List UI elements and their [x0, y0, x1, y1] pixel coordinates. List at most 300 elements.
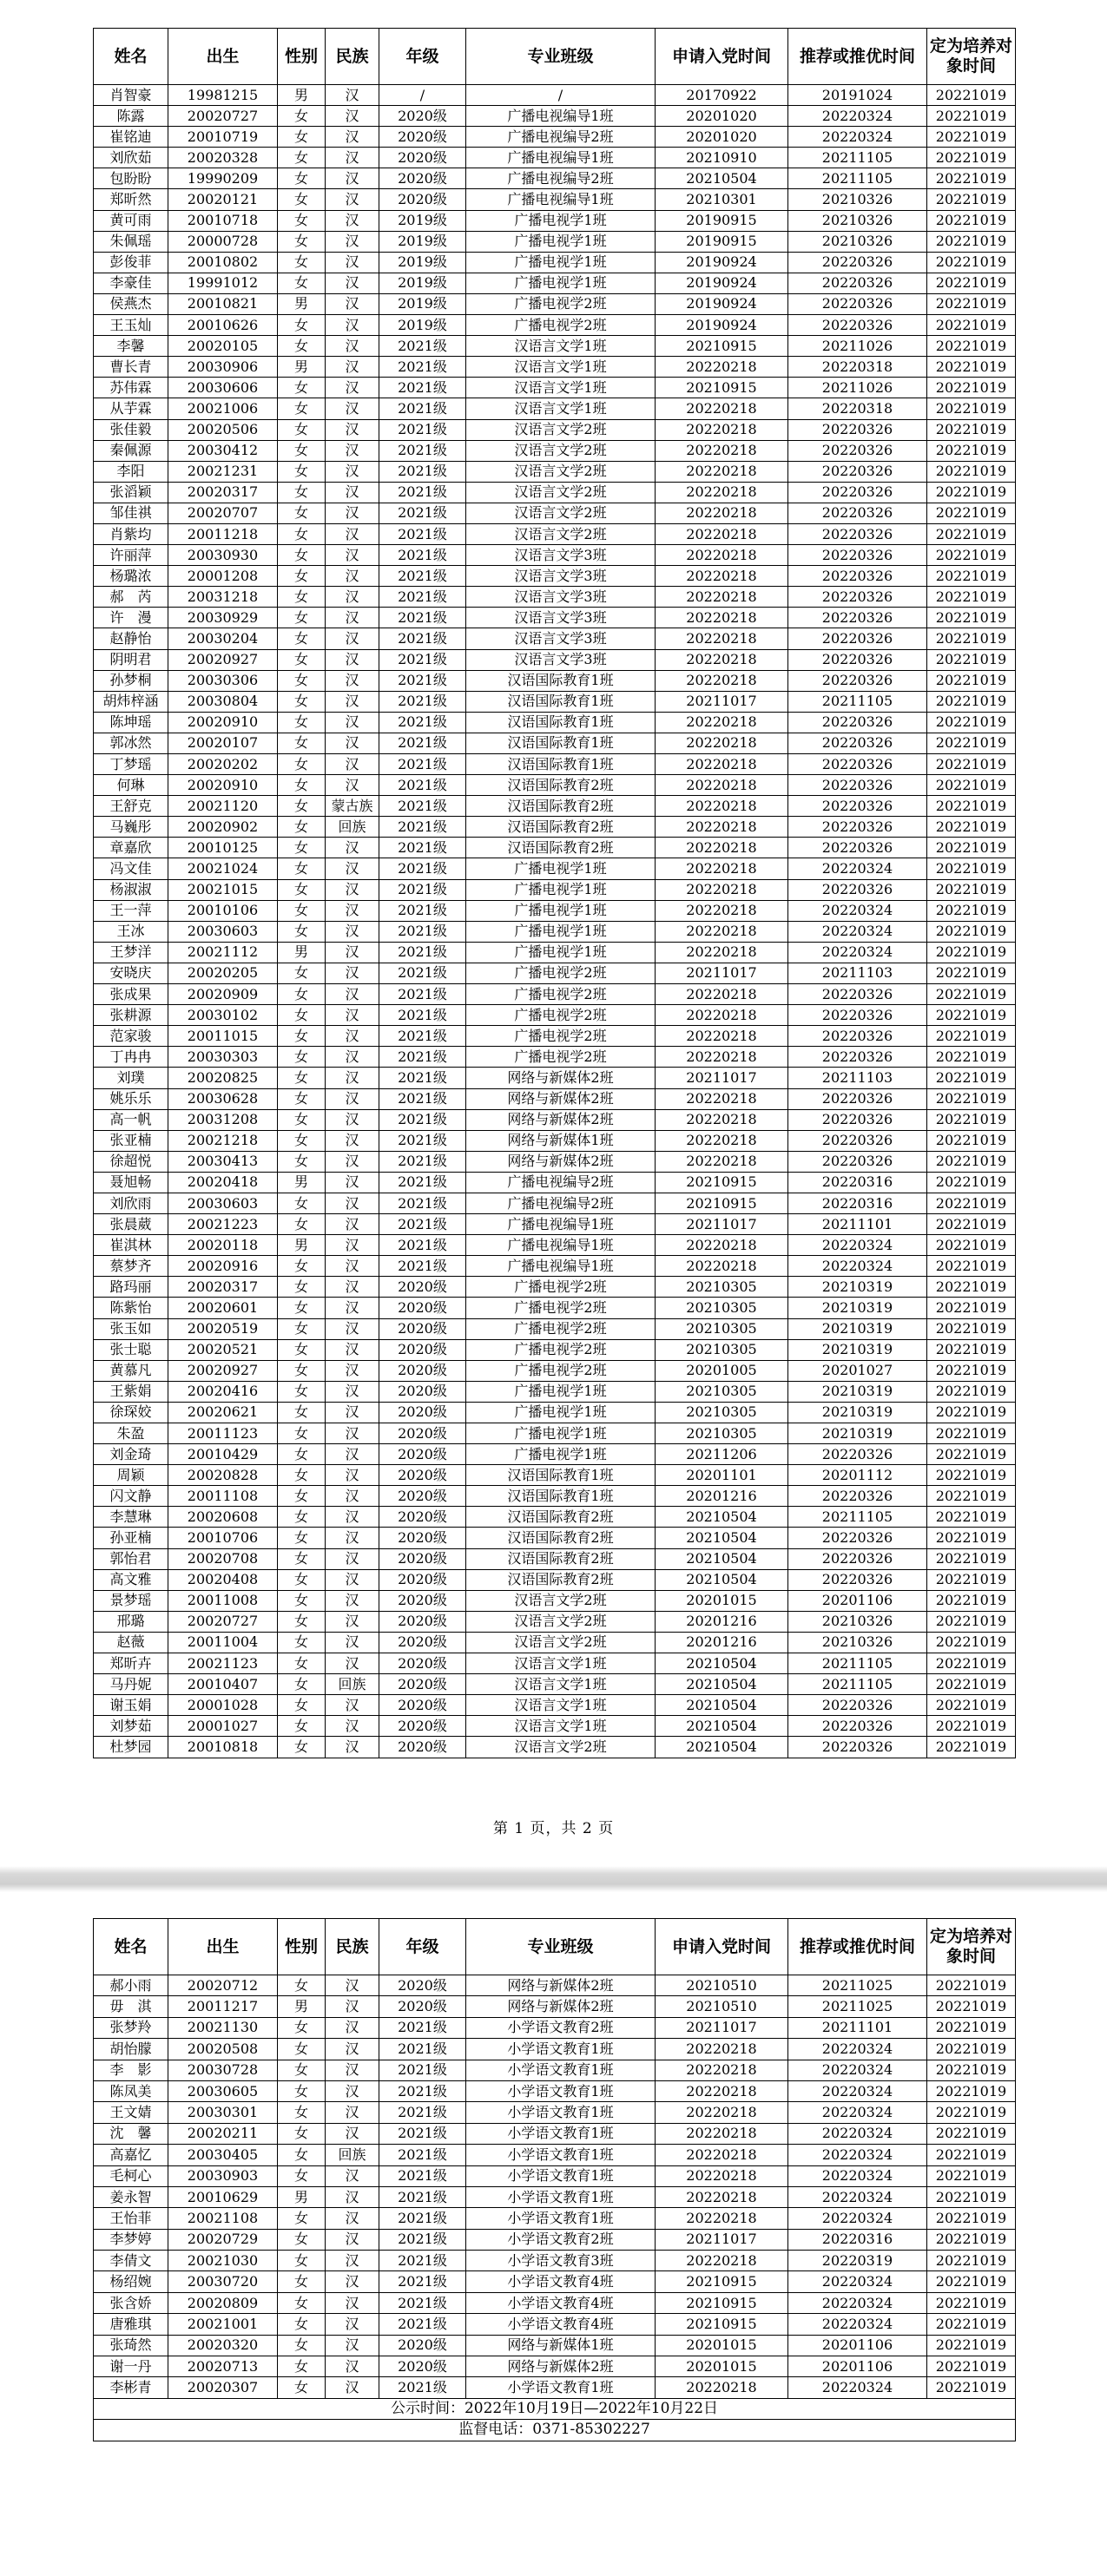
cell-application-date: 20220218	[656, 440, 788, 461]
cell-trainee-date: 20221019	[927, 168, 1016, 189]
cell-application-date: 20210915	[656, 378, 788, 398]
roster-table-page-1	[93, 28, 1016, 1758]
table-row	[94, 2039, 1016, 2060]
cell-grade: 2020级	[379, 1277, 466, 1298]
table-row	[94, 1716, 1016, 1737]
cell-trainee-date: 20221019	[927, 378, 1016, 398]
cell-name: 张亚楠	[94, 1130, 168, 1151]
cell-birth: 20020506	[168, 419, 278, 440]
cell-recommend-date: 20220326	[788, 315, 927, 336]
table-row	[94, 357, 1016, 378]
cell-recommend-date: 20220326	[788, 984, 927, 1005]
cell-birth: 20020107	[168, 733, 278, 753]
table-row	[94, 1277, 1016, 1298]
cell-gender: 女	[278, 628, 326, 649]
cell-application-date: 20210504	[656, 1653, 788, 1674]
table-row	[94, 1151, 1016, 1172]
cell-ethnicity: 汉	[326, 691, 379, 712]
cell-application-date: 20201216	[656, 1632, 788, 1653]
cell-birth: 20020205	[168, 963, 278, 983]
cell-grade: 2021级	[379, 879, 466, 900]
cell-class: 小学语文教育1班	[466, 2060, 656, 2080]
cell-birth: 20020909	[168, 984, 278, 1005]
cell-recommend-date: 20220326	[788, 273, 927, 293]
cell-trainee-date: 20221019	[927, 670, 1016, 691]
cell-application-date: 20220218	[656, 2251, 788, 2271]
cell-recommend-date: 20220316	[788, 1193, 927, 1213]
cell-grade: 2021级	[379, 378, 466, 398]
cell-grade: 2020级	[379, 1528, 466, 1548]
cell-application-date: 20210915	[656, 1172, 788, 1193]
cell-name: 张成果	[94, 984, 168, 1005]
cell-application-date: 20210915	[656, 336, 788, 357]
cell-recommend-date: 20211103	[788, 963, 927, 983]
cell-name: 秦佩源	[94, 440, 168, 461]
cell-recommend-date: 20201106	[788, 2335, 927, 2356]
cell-class: 网络与新媒体2班	[466, 2356, 656, 2377]
table-row	[94, 2017, 1016, 2038]
cell-recommend-date: 20220326	[788, 482, 927, 503]
cell-trainee-date: 20221019	[927, 2080, 1016, 2101]
table-row	[94, 608, 1016, 628]
cell-application-date: 20201005	[656, 1360, 788, 1381]
page-separator	[0, 1866, 1107, 1892]
cell-recommend-date: 20220324	[788, 2271, 927, 2292]
cell-grade: 2021级	[379, 2314, 466, 2335]
table-row	[94, 796, 1016, 817]
cell-trainee-date: 20221019	[927, 1068, 1016, 1088]
cell-birth: 20020825	[168, 1068, 278, 1088]
cell-ethnicity: 汉	[326, 2102, 379, 2123]
table-row	[94, 1381, 1016, 1402]
cell-trainee-date: 20221019	[927, 503, 1016, 523]
table-row	[94, 503, 1016, 523]
cell-grade: 2021级	[379, 2186, 466, 2207]
cell-ethnicity: 汉	[326, 106, 379, 127]
cell-gender: 女	[278, 461, 326, 482]
cell-grade: /	[379, 85, 466, 106]
cell-birth: 20030413	[168, 1151, 278, 1172]
cell-gender: 女	[278, 2017, 326, 2038]
table-row	[94, 1402, 1016, 1423]
cell-application-date: 20220218	[656, 838, 788, 858]
cell-trainee-date: 20221019	[927, 1256, 1016, 1277]
cell-ethnicity: 回族	[326, 1674, 379, 1695]
cell-gender: 女	[278, 1214, 326, 1235]
cell-class: 广播电视学2班	[466, 1360, 656, 1381]
cell-trainee-date: 20221019	[927, 775, 1016, 796]
cell-trainee-date: 20221019	[927, 984, 1016, 1005]
cell-name: 谢一丹	[94, 2356, 168, 2377]
cell-trainee-date: 20221019	[927, 1360, 1016, 1381]
cell-grade: 2020级	[379, 1486, 466, 1507]
table-row	[94, 419, 1016, 440]
cell-birth: 20011015	[168, 1026, 278, 1047]
cell-recommend-date: 20220326	[788, 817, 927, 838]
table-row	[94, 649, 1016, 670]
cell-class: 小学语文教育3班	[466, 2251, 656, 2271]
cell-application-date: 20220218	[656, 566, 788, 587]
cell-gender: 男	[278, 1996, 326, 2017]
table-row	[94, 1005, 1016, 1026]
cell-birth: 20031208	[168, 1109, 278, 1130]
cell-recommend-date: 20220324	[788, 2039, 927, 2060]
cell-gender: 女	[278, 2314, 326, 2335]
cell-ethnicity: 汉	[326, 1716, 379, 1737]
cell-gender: 男	[278, 357, 326, 378]
cell-trainee-date: 20221019	[927, 879, 1016, 900]
cell-ethnicity: 汉	[326, 1318, 379, 1339]
cell-ethnicity: 汉	[326, 1402, 379, 1423]
cell-ethnicity: 汉	[326, 1109, 379, 1130]
cell-recommend-date: 20220324	[788, 2208, 927, 2229]
cell-gender: 女	[278, 148, 326, 168]
cell-name: 李倩文	[94, 2251, 168, 2271]
cell-name: 李阳	[94, 461, 168, 482]
cell-birth: 20010125	[168, 838, 278, 858]
cell-ethnicity: 汉	[326, 336, 379, 357]
cell-trainee-date: 20221019	[927, 1130, 1016, 1151]
cell-name: 张玉如	[94, 1318, 168, 1339]
cell-name: 杨璐浓	[94, 566, 168, 587]
cell-name: 李 影	[94, 2060, 168, 2080]
cell-name: 景梦瑶	[94, 1590, 168, 1611]
cell-grade: 2020级	[379, 1381, 466, 1402]
cell-class: 汉语国际教育2班	[466, 1528, 656, 1548]
cell-gender: 女	[278, 1047, 326, 1068]
cell-recommend-date: 20220324	[788, 2165, 927, 2186]
cell-name: 张佳毅	[94, 419, 168, 440]
cell-grade: 2021级	[379, 1130, 466, 1151]
cell-ethnicity: 汉	[326, 1298, 379, 1318]
cell-ethnicity: 汉	[326, 1611, 379, 1632]
cell-gender: 女	[278, 608, 326, 628]
cell-ethnicity: 汉	[326, 210, 379, 231]
cell-application-date: 20210504	[656, 1528, 788, 1548]
cell-class: 广播电视学1班	[466, 1402, 656, 1423]
cell-name: 孙亚楠	[94, 1528, 168, 1548]
cell-birth: 20020320	[168, 2335, 278, 2356]
cell-gender: 女	[278, 2377, 326, 2398]
cell-class: 广播电视编导1班	[466, 1214, 656, 1235]
cell-trainee-date: 20221019	[927, 1996, 1016, 2017]
cell-trainee-date: 20221019	[927, 2292, 1016, 2313]
cell-birth: 20021218	[168, 1130, 278, 1151]
cell-trainee-date: 20221019	[927, 1486, 1016, 1507]
cell-recommend-date: 20220326	[788, 1716, 927, 1737]
cell-ethnicity: 回族	[326, 2145, 379, 2165]
cell-birth: 20020519	[168, 1318, 278, 1339]
cell-name: 沈 馨	[94, 2123, 168, 2144]
cell-grade: 2020级	[379, 1360, 466, 1381]
table-row	[94, 628, 1016, 649]
cell-ethnicity: 汉	[326, 127, 379, 148]
cell-ethnicity: 汉	[326, 900, 379, 921]
cell-ethnicity: 汉	[326, 2292, 379, 2313]
cell-class: 广播电视学2班	[466, 1026, 656, 1047]
cell-recommend-date: 20220326	[788, 754, 927, 775]
cell-trainee-date: 20221019	[927, 838, 1016, 858]
cell-recommend-date: 20220326	[788, 587, 927, 608]
cell-application-date: 20220218	[656, 1256, 788, 1277]
cell-recommend-date: 20220326	[788, 649, 927, 670]
cell-name: 高文雅	[94, 1569, 168, 1590]
cell-recommend-date: 20220326	[788, 523, 927, 544]
cell-ethnicity: 汉	[326, 1172, 379, 1193]
header-gender: 性别	[278, 29, 326, 85]
cell-application-date: 20220218	[656, 1235, 788, 1256]
header-ethnicity: 民族	[326, 1919, 379, 1975]
cell-recommend-date: 20220316	[788, 2229, 927, 2250]
cell-class: 汉语言文学1班	[466, 1716, 656, 1737]
cell-grade: 2019级	[379, 252, 466, 273]
cell-trainee-date: 20221019	[927, 1298, 1016, 1318]
cell-gender: 女	[278, 1590, 326, 1611]
cell-application-date: 20210504	[656, 1716, 788, 1737]
cell-gender: 女	[278, 858, 326, 879]
cell-name: 王文婧	[94, 2102, 168, 2123]
cell-gender: 女	[278, 1360, 326, 1381]
table-row	[94, 670, 1016, 691]
cell-birth: 20030930	[168, 545, 278, 566]
cell-recommend-date: 20211105	[788, 148, 927, 168]
cell-gender: 女	[278, 754, 326, 775]
cell-application-date: 20220218	[656, 2186, 788, 2207]
cell-grade: 2021级	[379, 649, 466, 670]
notice-time-row	[94, 2398, 1016, 2419]
cell-trainee-date: 20221019	[927, 1214, 1016, 1235]
cell-gender: 男	[278, 1235, 326, 1256]
cell-trainee-date: 20221019	[927, 2145, 1016, 2165]
cell-recommend-date: 20220326	[788, 1109, 927, 1130]
cell-name: 胡怡朦	[94, 2039, 168, 2060]
cell-gender: 女	[278, 127, 326, 148]
cell-application-date: 20220218	[656, 2123, 788, 2144]
cell-application-date: 20220218	[656, 2165, 788, 2186]
cell-class: 小学语文教育1班	[466, 2123, 656, 2144]
cell-grade: 2021级	[379, 1047, 466, 1068]
cell-birth: 20020621	[168, 1402, 278, 1423]
table-row	[94, 398, 1016, 419]
header-birth: 出生	[168, 29, 278, 85]
cell-grade: 2020级	[379, 1716, 466, 1737]
cell-ethnicity: 汉	[326, 1256, 379, 1277]
cell-application-date: 20210305	[656, 1423, 788, 1444]
cell-application-date: 20220218	[656, 503, 788, 523]
cell-birth: 20020105	[168, 336, 278, 357]
table-row	[94, 1590, 1016, 1611]
cell-application-date: 20210504	[656, 168, 788, 189]
cell-name: 孙梦桐	[94, 670, 168, 691]
cell-grade: 2020级	[379, 1298, 466, 1318]
cell-grade: 2021级	[379, 942, 466, 963]
cell-grade: 2020级	[379, 148, 466, 168]
cell-recommend-date: 20220326	[788, 1151, 927, 1172]
cell-birth: 20010802	[168, 252, 278, 273]
table-row	[94, 336, 1016, 357]
cell-name: 阴明君	[94, 649, 168, 670]
cell-name: 崔铭迪	[94, 127, 168, 148]
cell-grade: 2020级	[379, 2335, 466, 2356]
cell-application-date: 20220218	[656, 2145, 788, 2165]
cell-application-date: 20201101	[656, 1465, 788, 1486]
cell-application-date: 20201015	[656, 2335, 788, 2356]
table-row	[94, 691, 1016, 712]
supervision-phone: 监督电话：0371-85302227	[94, 2420, 1016, 2441]
cell-gender: 女	[278, 378, 326, 398]
cell-gender: 女	[278, 1026, 326, 1047]
cell-recommend-date: 20220326	[788, 1088, 927, 1109]
cell-class: 汉语言文学2班	[466, 503, 656, 523]
cell-name: 邹佳祺	[94, 503, 168, 523]
cell-ethnicity: 汉	[326, 942, 379, 963]
cell-birth: 20020916	[168, 1256, 278, 1277]
cell-class: 汉语国际教育2班	[466, 1548, 656, 1569]
cell-recommend-date: 20220326	[788, 1486, 927, 1507]
cell-gender: 女	[278, 1151, 326, 1172]
cell-recommend-date: 20210326	[788, 1611, 927, 1632]
cell-ethnicity: 汉	[326, 2208, 379, 2229]
cell-grade: 2021级	[379, 503, 466, 523]
cell-ethnicity: 汉	[326, 1444, 379, 1465]
cell-trainee-date: 20221019	[927, 1318, 1016, 1339]
cell-grade: 2021级	[379, 2145, 466, 2165]
cell-ethnicity: 汉	[326, 378, 379, 398]
cell-grade: 2020级	[379, 1632, 466, 1653]
cell-gender: 女	[278, 1193, 326, 1213]
cell-trainee-date: 20221019	[927, 963, 1016, 983]
cell-class: 小学语文教育1班	[466, 2165, 656, 2186]
cell-ethnicity: 汉	[326, 1737, 379, 1758]
cell-ethnicity: 汉	[326, 461, 379, 482]
cell-birth: 20010429	[168, 1444, 278, 1465]
table-row	[94, 2145, 1016, 2165]
cell-name: 郝小雨	[94, 1975, 168, 1996]
table-row	[94, 838, 1016, 858]
cell-gender: 女	[278, 1423, 326, 1444]
cell-grade: 2019级	[379, 210, 466, 231]
cell-trainee-date: 20221019	[927, 1047, 1016, 1068]
cell-grade: 2021级	[379, 2271, 466, 2292]
cell-application-date: 20220218	[656, 921, 788, 942]
cell-trainee-date: 20221019	[927, 440, 1016, 461]
cell-birth: 19990209	[168, 168, 278, 189]
cell-application-date: 20220218	[656, 754, 788, 775]
cell-birth: 20020729	[168, 2229, 278, 2250]
cell-name: 李梦婷	[94, 2229, 168, 2250]
cell-grade: 2021级	[379, 461, 466, 482]
table-row	[94, 523, 1016, 544]
cell-grade: 2021级	[379, 419, 466, 440]
cell-ethnicity: 汉	[326, 2186, 379, 2207]
cell-trainee-date: 20221019	[927, 1653, 1016, 1674]
cell-recommend-date: 20220324	[788, 2123, 927, 2144]
table-row	[94, 1569, 1016, 1590]
cell-gender: 女	[278, 691, 326, 712]
cell-gender: 女	[278, 2145, 326, 2165]
cell-class: 汉语国际教育1班	[466, 1465, 656, 1486]
cell-ethnicity: 汉	[326, 1130, 379, 1151]
cell-name: 黄可雨	[94, 210, 168, 231]
cell-gender: 男	[278, 942, 326, 963]
cell-birth: 19981215	[168, 85, 278, 106]
cell-application-date: 20220218	[656, 649, 788, 670]
cell-gender: 女	[278, 796, 326, 817]
cell-ethnicity: 汉	[326, 2165, 379, 2186]
cell-gender: 男	[278, 1172, 326, 1193]
cell-class: 汉语言文学2班	[466, 1611, 656, 1632]
cell-application-date: 20170922	[656, 85, 788, 106]
cell-class: 网络与新媒体2班	[466, 1151, 656, 1172]
cell-class: /	[466, 85, 656, 106]
cell-class: 网络与新媒体2班	[466, 1088, 656, 1109]
header-trainee-date: 定为培养对象时间	[927, 29, 1016, 85]
cell-recommend-date: 20220324	[788, 2102, 927, 2123]
cell-application-date: 20210510	[656, 1996, 788, 2017]
cell-ethnicity: 汉	[326, 1653, 379, 1674]
cell-application-date: 20210504	[656, 1674, 788, 1695]
cell-trainee-date: 20221019	[927, 482, 1016, 503]
cell-ethnicity: 汉	[326, 838, 379, 858]
cell-birth: 20020418	[168, 1172, 278, 1193]
cell-grade: 2020级	[379, 1611, 466, 1632]
cell-birth: 20020927	[168, 1360, 278, 1381]
cell-recommend-date: 20220326	[788, 1737, 927, 1758]
cell-trainee-date: 20221019	[927, 1632, 1016, 1653]
cell-recommend-date: 20220326	[788, 566, 927, 587]
cell-grade: 2021级	[379, 482, 466, 503]
cell-ethnicity: 汉	[326, 1360, 379, 1381]
cell-name: 闪文静	[94, 1486, 168, 1507]
cell-grade: 2021级	[379, 2102, 466, 2123]
cell-birth: 20011108	[168, 1486, 278, 1507]
cell-ethnicity: 汉	[326, 1486, 379, 1507]
cell-birth: 20020727	[168, 106, 278, 127]
cell-birth: 20030204	[168, 628, 278, 649]
cell-name: 王舒克	[94, 796, 168, 817]
table-row	[94, 2356, 1016, 2377]
cell-gender: 女	[278, 1528, 326, 1548]
cell-trainee-date: 20221019	[927, 1548, 1016, 1569]
cell-application-date: 20210305	[656, 1339, 788, 1360]
header-grade: 年级	[379, 29, 466, 85]
table-row	[94, 1465, 1016, 1486]
cell-trainee-date: 20221019	[927, 2186, 1016, 2207]
cell-application-date: 20220218	[656, 628, 788, 649]
table-row	[94, 1109, 1016, 1130]
cell-grade: 2020级	[379, 1674, 466, 1695]
cell-recommend-date: 20210326	[788, 231, 927, 252]
cell-ethnicity: 汉	[326, 2080, 379, 2101]
cell-ethnicity: 汉	[326, 545, 379, 566]
cell-ethnicity: 汉	[326, 963, 379, 983]
cell-gender: 女	[278, 2292, 326, 2313]
cell-class: 广播电视学1班	[466, 1381, 656, 1402]
cell-application-date: 20201216	[656, 1611, 788, 1632]
cell-gender: 女	[278, 2229, 326, 2250]
header-class: 专业班级	[466, 29, 656, 85]
cell-trainee-date: 20221019	[927, 1423, 1016, 1444]
cell-birth: 20031218	[168, 587, 278, 608]
cell-gender: 女	[278, 1548, 326, 1569]
cell-trainee-date: 20221019	[927, 754, 1016, 775]
cell-gender: 女	[278, 2271, 326, 2292]
cell-gender: 女	[278, 1298, 326, 1318]
cell-birth: 20030606	[168, 378, 278, 398]
cell-application-date: 20190924	[656, 273, 788, 293]
cell-birth: 20021123	[168, 1653, 278, 1674]
cell-birth: 20030603	[168, 921, 278, 942]
